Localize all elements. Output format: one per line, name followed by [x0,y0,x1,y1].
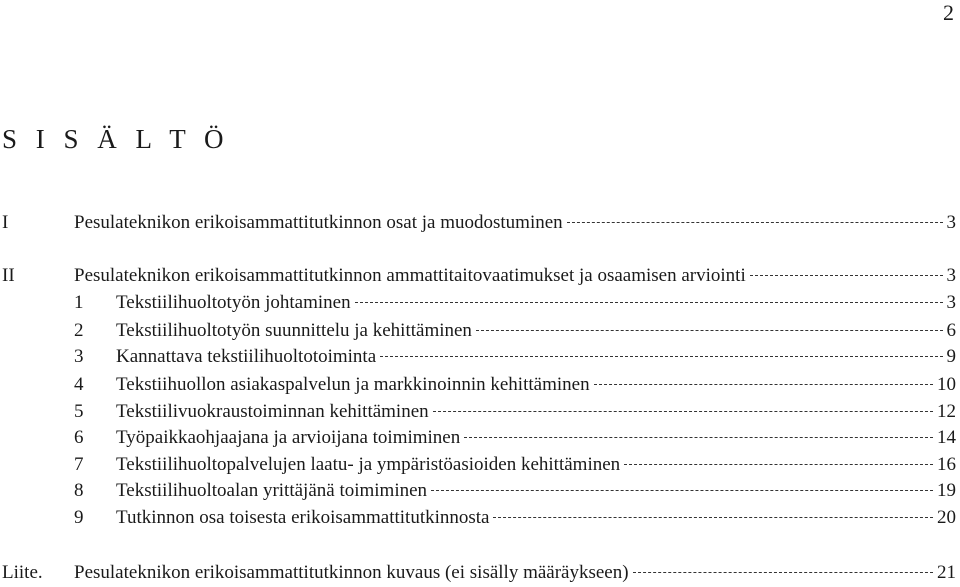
toc-subsection-number: 2 [74,320,84,341]
toc-row [0,425,956,451]
toc-entry [116,372,956,398]
toc-entry-title: Tekstiilivuokraustoiminnan kehittäminen [116,401,429,422]
toc-row [0,452,956,478]
toc-entry-title: Tekstiilihuoltotyön johtaminen [116,292,351,313]
toc-dot-leader [594,384,933,385]
toc-entry [74,210,956,236]
toc-entry-title: Pesulateknikon erikoisammattitutkinnon ammattitaitovaatimukset ja osaamisen arviointi [74,265,746,286]
toc-page-number: 19 [937,480,956,501]
toc-entry [116,425,956,451]
toc-entry-title: Tekstiilihuoltopalvelujen laatu- ja ympäristöasioiden kehittäminen [116,454,621,475]
toc-entry-title: Pesulateknikon erikoisammattitutkinnon kuvaus (ei sisälly määräykseen) [74,562,629,583]
toc-entry [74,560,956,586]
toc-dot-leader [464,437,933,438]
toc-row [0,505,956,531]
toc-section-numeral: II [2,265,15,286]
toc-entry [116,318,956,344]
toc-row [0,372,956,398]
toc-page-number: 6 [946,320,956,341]
toc-page-number: 3 [946,265,956,286]
toc-entry-title: Kannattava tekstiilihuoltotoiminta [116,346,377,367]
toc-entry-title: Tutkinnon osa toisesta erikoisammattitutkinnosta [116,507,490,528]
toc-subsection-number: 7 [74,454,84,475]
toc-page-number: 21 [937,562,956,583]
toc-subsection-number: 4 [74,374,84,395]
toc-row [0,290,956,316]
toc-subsection-number: 3 [74,346,84,367]
toc-row [0,344,956,370]
toc-row [0,478,956,504]
toc-page-number: 12 [937,401,956,422]
toc-entry [116,290,956,316]
toc-heading: S I S Ä L T Ö [2,124,230,154]
toc-page-number: 10 [937,374,956,395]
toc-page-number: 20 [937,507,956,528]
toc-page-number: 3 [946,292,956,313]
toc-entry [116,344,956,370]
toc-row [0,318,956,344]
toc-entry-title: Tekstiilihuoltoalan yrittäjänä toimiminen [116,480,428,501]
toc-page-number: 9 [946,346,956,367]
toc-dot-leader [476,330,943,331]
toc-dot-leader [493,517,933,518]
toc-dot-leader [380,356,942,357]
toc-dot-leader [355,302,943,303]
toc-dot-leader [624,464,933,465]
toc-dot-leader [750,275,943,276]
toc-section-numeral: I [2,212,9,233]
toc-dot-leader [433,411,933,412]
toc-page-number: 14 [937,427,956,448]
toc-row [0,210,956,236]
toc-entry-title: Työpaikkaohjaajana ja arvioijana toimiminen [116,427,461,448]
toc-dot-leader [567,222,943,223]
toc-subsection-number: 5 [74,401,84,422]
toc-page-number: 16 [937,454,956,475]
toc-entry-title: Pesulateknikon erikoisammattitutkinnon osat ja muodostuminen [74,212,563,233]
toc-subsection-number: 6 [74,427,84,448]
toc-subsection-number: 9 [74,507,84,528]
toc-appendix-label: Liite. [2,562,43,583]
toc-entry [116,505,956,531]
toc-page-number: 3 [946,212,956,233]
toc-dot-leader [431,490,933,491]
toc-subsection-number: 8 [74,480,84,501]
toc-row [0,263,956,289]
toc-entry [116,478,956,504]
toc-entry [74,263,956,289]
toc-dot-leader [633,572,933,573]
toc-row [0,399,956,425]
page-number: 2 [943,0,954,25]
toc-row [0,560,956,586]
toc-entry-title: Tekstiihuollon asiakaspalvelun ja markkinoinnin kehittäminen [116,374,590,395]
toc-entry-title: Tekstiilihuoltotyön suunnittelu ja kehittäminen [116,320,472,341]
toc-entry [116,399,956,425]
toc-subsection-number: 1 [74,292,84,313]
toc-entry [116,452,956,478]
